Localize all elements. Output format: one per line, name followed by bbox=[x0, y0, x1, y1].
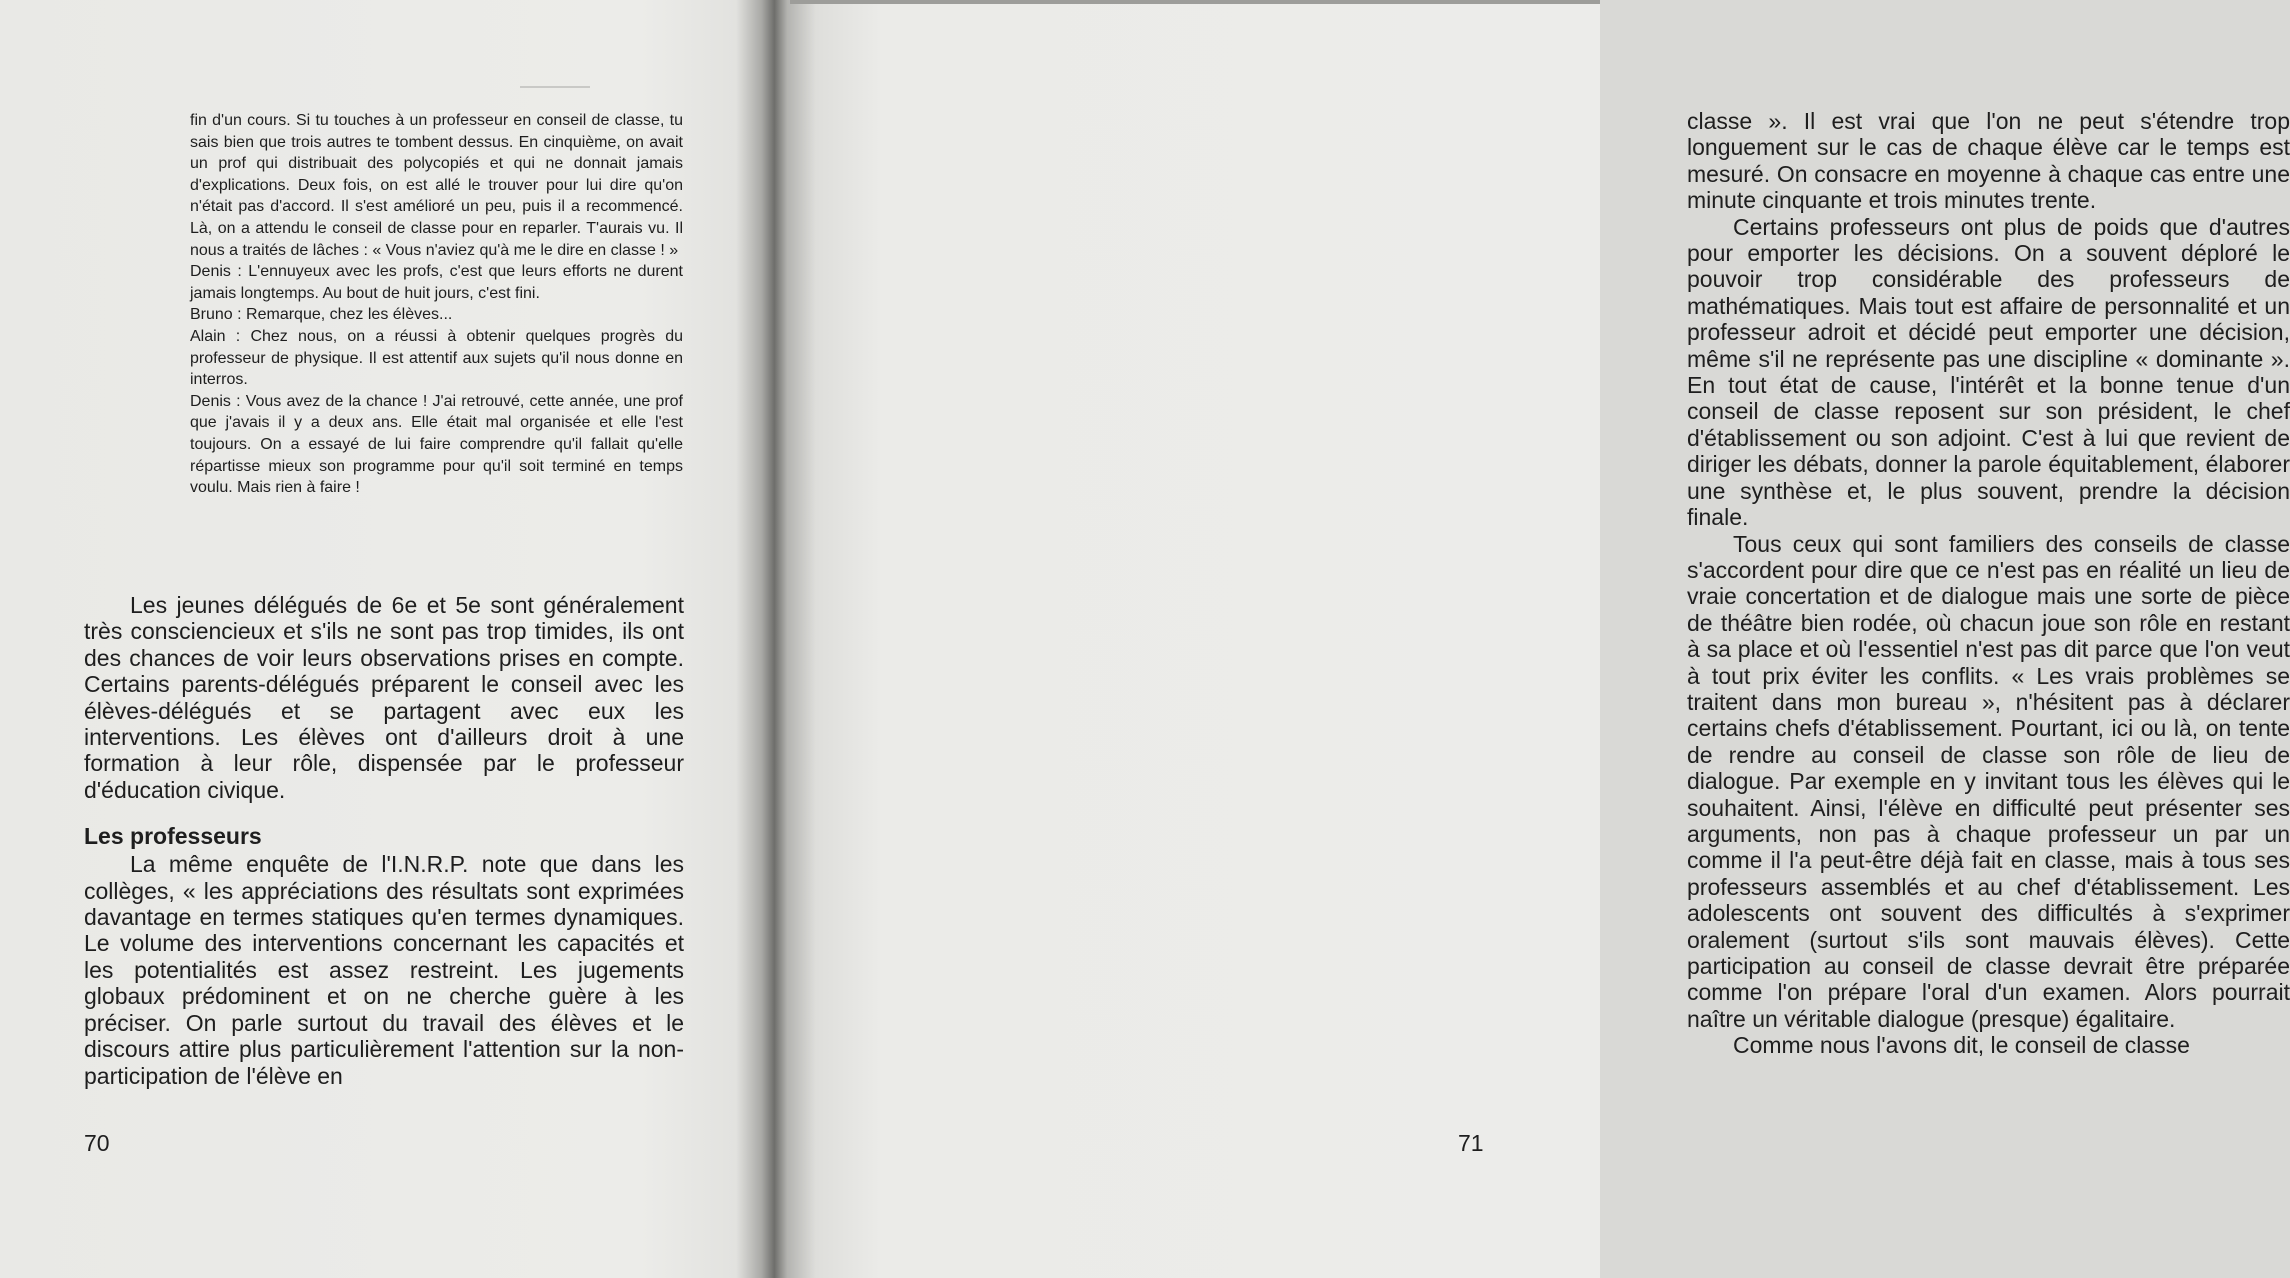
body-paragraph: Les jeunes délégués de 6e et 5e sont généralement très consciencieux et s'ils ne sont pas trop timides, ils ont des chances de voir leurs observations prises en compte. Certains parents-délégués préparent le conseil avec les élèves-délégués et se partagent avec eux les interventions. Les élèves ont d'ailleurs droit à une formation à leur rôle, dispensée par le professeur d'éducation civique. bbox=[84, 592, 684, 803]
body-paragraph: La même enquête de l'I.N.R.P. note que dans les collèges, « les appréciations des résultats sont exprimées davantage en termes statiques qu'en termes dynamiques. Le volume des interventions concernant les capacités et les potentialités est assez restreint. Les jugements globaux prédominent et on ne cherche guère à les préciser. On parle surtout du travail des élèves et le discours attire plus particulièrement l'attention sur la non-participation de l'élève en bbox=[84, 851, 684, 1089]
section-heading: Les professeurs bbox=[84, 823, 262, 850]
body-paragraph: Certains professeurs ont plus de poids que d'autres pour emporter les décisions. On a souvent déploré le pouvoir trop considérable des professeurs de mathématiques. Mais tout est affaire de personnalité et un professeur adroit et décidé peut emporter une décision, même s'il ne représente pas une discipline « dominante ». En tout état de cause, l'intérêt et la bonne tenue d'un conseil de classe reposent sur son président, le chef d'établissement ou son adjoint. C'est à lui que revient de diriger les débats, donner la parole équitablement, élaborer une synthèse et, le plus souvent, prendre la décision finale. bbox=[1687, 213, 2290, 531]
right-page bbox=[800, 0, 2290, 1278]
body-paragraph: classe ». Il est vrai que l'on ne peut s'étendre trop longuement sur le cas de chaque élève car le temps est mesuré. On consacre en moyenne à chaque cas entre une minute cinquante et trois minutes trente. bbox=[1687, 108, 2290, 214]
left-page bbox=[0, 0, 770, 1278]
dialogue-paragraph: Denis : Vous avez de la chance ! J'ai retrouvé, cette année, une prof que j'avais il y a deux ans. Elle était mal organisée et elle l'est toujours. On a essayé de lui faire comprendre qu'il fallait qu'elle répartisse mieux son programme pour qu'il soit terminé en temps voulu. Mais rien à faire ! bbox=[190, 392, 683, 497]
right-body-text bbox=[1687, 108, 2290, 1059]
body-paragraph: Comme nous l'avons dit, le conseil de classe bbox=[1733, 1032, 2190, 1059]
dialogue-paragraph: Bruno : Remarque, chez les élèves... bbox=[190, 306, 453, 324]
page-number: 70 bbox=[84, 1130, 110, 1156]
left-body-text bbox=[84, 592, 684, 1089]
body-paragraph: Tous ceux qui sont familiers des conseils de classe s'accordent pour dire que ce n'est pas en réalité un lieu de vraie concertation et de dialogue mais une sorte de pièce de théâtre bien rodée, où chacun joue son rôle en restant à sa place et où l'essentiel n'est pas dit parce que l'on veut à tout prix éviter les conflits. « Les vrais problèmes se traitent dans mon bureau », n'hésitent pas à déclarer certains chefs d'établissement. Pourtant, ici ou là, on tente de rendre au conseil de classe son rôle de lieu de dialogue. Par exemple en y invitant tous les élèves qui le souhaitent. Ainsi, l'élève en difficulté peut présenter ses arguments, non pas à chaque professeur un par un comme il l'a peut-être déjà fait en classe, mais à tous ses professeurs assemblés et au chef d'établissement. Les adolescents ont souvent des difficultés à s'exprimer oralement (surtout s'ils sont mauvais élèves). Cette participation au conseil de classe devrait être préparée comme l'on prépare l'oral d'un examen. Alors pourrait naître un véritable dialogue (presque) égalitaire. bbox=[1687, 530, 2290, 1032]
scan-smudge bbox=[520, 86, 590, 88]
page-number: 71 bbox=[1458, 1130, 1484, 1156]
student-dialogue bbox=[190, 110, 683, 499]
dialogue-paragraph: fin d'un cours. Si tu touches à un professeur en conseil de classe, tu sais bien que trois autres te tombent dessus. En cinquième, on avait un prof qui distribuait des polycopiés et qui ne donnait jamais d'explications. Deux fois, on est allé le trouver pour lui dire qu'on n'était pas d'accord. Il s'est amélioré un peu, puis il a recommencé. Là, on a attendu le conseil de classe pour en reparler. T'aurais vu. Il nous a traités de lâches : « Vous n'aviez qu'à me le dire en classe ! » bbox=[190, 112, 683, 259]
dialogue-paragraph: Denis : L'ennuyeux avec les profs, c'est que leurs efforts ne durent jamais longtemps. Au bout de huit jours, c'est fini. bbox=[190, 263, 683, 302]
dialogue-paragraph: Alain : Chez nous, on a réussi à obtenir quelques progrès du professeur de physique. Il est attentif aux sujets qu'il nous donne en interros. bbox=[190, 327, 683, 389]
